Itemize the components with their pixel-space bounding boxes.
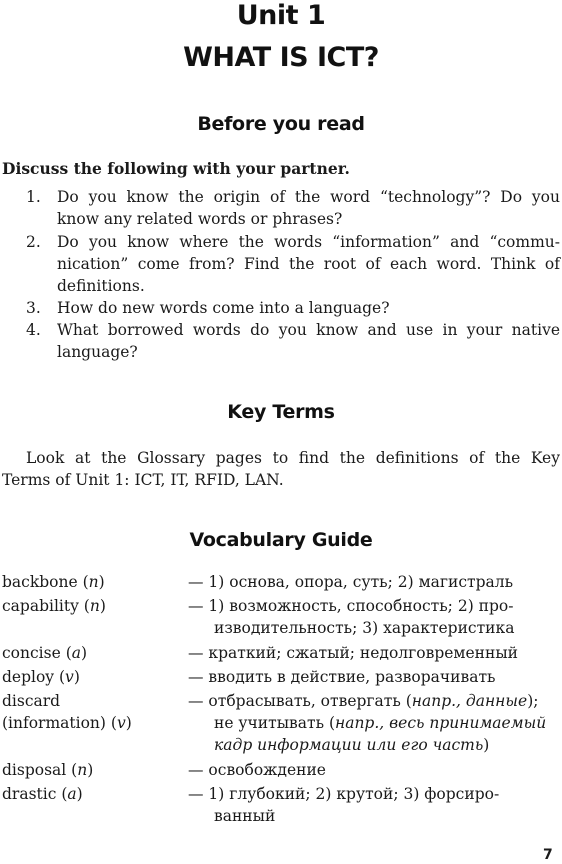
question-line: definitions. <box>57 277 145 295</box>
before-you-read-heading: Before you read <box>197 113 365 135</box>
question-number: 1. <box>26 188 41 206</box>
vocab-term: deploy (v) <box>2 668 80 686</box>
question-line: know any related words or phrases? <box>57 210 343 228</box>
vocab-definition: — 1) возможность, способность; 2) про- <box>188 597 514 615</box>
unit-title: WHAT IS ICT? <box>183 42 379 73</box>
vocab-term: disposal (n) <box>2 761 94 779</box>
discussion-instruction: Discuss the following with your partner. <box>2 159 350 178</box>
unit-number: Unit 1 <box>236 0 326 31</box>
question-number: 4. <box>26 321 41 339</box>
vocab-term: backbone (n) <box>2 573 105 591</box>
key-terms-heading: Key Terms <box>227 401 335 423</box>
question-line: Do you know where the words “information” and “commu- <box>57 233 560 251</box>
question-line: nication” come from? Find the root of each word. Think of <box>57 255 560 273</box>
key-terms-paragraph-line: Terms of Unit 1: ICT, IT, RFID, LAN. <box>2 471 284 489</box>
question-number: 2. <box>26 233 41 251</box>
vocab-term: discard <box>2 692 61 710</box>
key-terms-paragraph-line: Look at the Glossary pages to find the definitions of the Key <box>26 449 560 467</box>
vocab-term: drastic (a) <box>2 785 83 803</box>
question-line: What borrowed words do you know and use in your native <box>57 321 560 339</box>
vocabulary-guide-heading: Vocabulary Guide <box>189 529 373 551</box>
vocab-term: (information) (v) <box>2 714 132 732</box>
vocab-term: concise (a) <box>2 644 88 662</box>
vocab-definition: изводительность; 3) характеристика <box>214 619 515 637</box>
vocab-definition: — отбрасывать, отвергать (напр., данные); <box>188 692 539 710</box>
page-number: 7 <box>543 847 553 863</box>
question-line: How do new words come into a language? <box>57 299 390 317</box>
vocab-definition: не учитывать (напр., весь принимаемый <box>214 714 547 732</box>
question-number: 3. <box>26 299 41 317</box>
vocab-definition: кадр информации или его часть) <box>214 736 490 754</box>
vocab-term: capability (n) <box>2 597 106 615</box>
vocab-definition: ванный <box>214 807 276 825</box>
vocab-definition: — освобождение <box>188 761 326 779</box>
vocab-definition: — вводить в действие, разворачивать <box>188 668 496 686</box>
question-line: language? <box>57 343 138 361</box>
vocab-definition: — 1) основа, опора, суть; 2) магистраль <box>188 573 514 591</box>
vocab-definition: — краткий; сжатый; недолговременный <box>188 644 518 662</box>
vocab-definition: — 1) глубокий; 2) крутой; 3) форсиро- <box>188 785 500 803</box>
question-line: Do you know the origin of the word “technology”? Do you <box>57 188 560 206</box>
